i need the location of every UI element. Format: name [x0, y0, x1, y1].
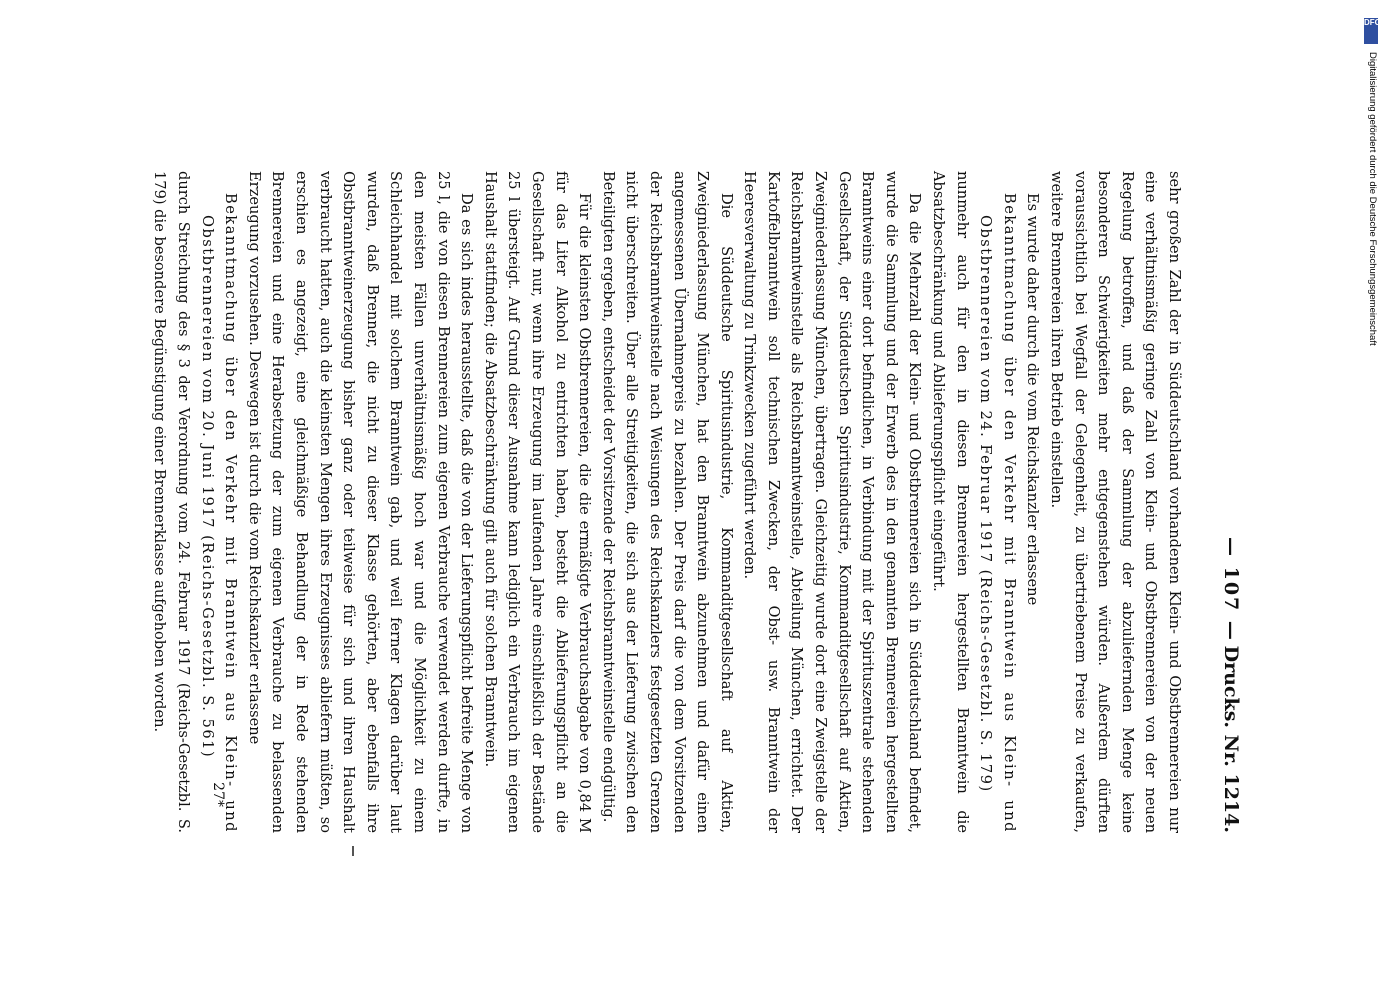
paragraph-7: Da es sich indes herausstellte, daß die von der Lieferungspflicht befreite Menge von 25 l, die von diesen Brennereien zum eigenen Verbrauche verwendet werden durfte, in den meisten Fällen unverhältnismäßig hoch war und die Möglichkeit zu einem Schleichhandel mit solchem Branntwein gab, und weil ferner Klagen darüber laut wurden, daß Brenner, die nicht zu dieser Klasse gehörten, aber ebenfalls ihre Obstbranntweinerzeugung bisher ganz oder teilweise für sich und ihren Haushalt verbraucht hatten, auch die kleinsten Mengen ihres Erzeugnisses abliefern müßten, so erschien es angezeigt, eine gleichmäßige Behandlung der in Rede stehenden Brennereien und eine Herabsetzung der zum eigenen Verbrauche zu belassenden Erzeugung vorzusehen. Deswegen ist durch die vom Reichskanzler erlassene [245, 171, 476, 833]
page-header [1212, 157, 1242, 847]
paragraph-8: durch Streichung des § 3 der Verordnung vom 24. Februar 1917 (Reichs-Gesetzbl. S. 179) die besondere Begünstigung einer Brennerklasse aufgehoben worden. [151, 171, 193, 833]
paragraph-4: Da die Mehrzahl der Klein- und Obstbrennereien sich in Süddeutschland befindet, wurde die Sammlung und der Erwerb des in den genannten Brennereien hergestellten Branntweins einer dort befindlichen, in Verbindung mit der Spirituszentrale stehenden Gesellschaft, der Süddeutschen Spiritusindustrie, Kommanditgesellschaft auf Aktien, Zweigniederlassung München, übertragen. Gleichzeitig wurde dort eine Zweigstelle der Reichsbranntweinstelle als Reichsbranntweinstelle, Abteilung München, errichtet. Der Kartoffelbranntwein soll technischen Zwecken, der Obst- usw. Branntwein der Heeresverwaltung zu Trinkzwecken zugeführt werden. [741, 171, 924, 833]
paragraph-2: Es wurde daher durch die vom Reichskanzler erlassene [1024, 193, 1042, 606]
rotated-document-page [142, 157, 1242, 847]
document-reference: Drucks. Nr. 1214. [1220, 645, 1242, 833]
document-body [148, 171, 1186, 833]
ordinance-title-2: Bekanntmachung über den Verkehr mit Branntwein aus Klein- und Obstbrennereien vom 20. Juni 1917 (Reichs-Gesetzbl. S. 561) [198, 193, 240, 833]
paragraph-6: Für die kleinsten Obstbrennereien, die die ermäßigte Verbrauchsabgabe von 0,84 M für das Liter Alkohol zu entrichten haben, besteht die Ablieferungspflicht an die Gesellschaft nur, wenn ihre Erzeugung im laufenden Jahre einschließlich der Bestände 25 l übersteigt. Auf Grund dieser Ausnahme kann lediglich ein Verbrauch im eigenen Haushalt stattfinden; die Absatzbeschränkung gilt auch für solchen Branntwein. [481, 171, 594, 833]
dfg-logo: DFG [1364, 18, 1378, 44]
scan-artifact [352, 846, 354, 856]
paragraph-1: sehr großen Zahl der in Süddeutschland vorhandenen Klein- und Obstbrennereien nur eine verhältnismäßig geringe Zahl von Klein- und Obstbrennereien von der neuen Regelung betroffen, und daß der Sammlung der abzuliefernden Menge keine besonderen Schwierigkeiten mehr entgegenstehen würden. Außerdem dürften voraussichtlich bei Wegfall der Gelegenheit, zu übertriebenem Preise zu verkaufen, weitere Brennereien ihren Betrieb einstellen. [1048, 171, 1183, 833]
credit-text: Digitalisierung gefördert durch die Deutsche Forschungsgemeinschaft [1367, 52, 1378, 346]
page-number: — 107 — [1220, 537, 1242, 642]
paragraph-5: Die Süddeutsche Spiritusindustrie, Kommanditgesellschaft auf Aktien, Zweigniederlassung München, hat den Branntwein abzunehmen und dafür einen angemessenen Übernahmepreis zu bezahlen. Der Preis darf die von dem Vorsitzenden der Reichsbranntweinstelle nach Weisungen des Reichskanzlers festgesetzten Grenzen nicht überschreiten. Über alle Streitigkeiten, die sich aus der Lieferung zwischen den Beteiligten ergeben, entscheidet der Vorsitzende der Reichsbranntweinstelle endgültig. [599, 171, 735, 833]
digitization-credit [1362, 10, 1380, 1000]
signature-mark: 27* [210, 782, 226, 807]
paragraph-3: nunmehr auch für den in diesen Brennereien hergestellten Branntwein die Absatzbeschränkung und Ablieferungspflicht eingeführt. [930, 171, 971, 833]
ordinance-title-1: Bekanntmachung über den Verkehr mit Branntwein aus Klein- und Obstbrennereien vom 24. Februar 1917 (Reichs-Gesetzbl. S. 179) [977, 193, 1018, 833]
